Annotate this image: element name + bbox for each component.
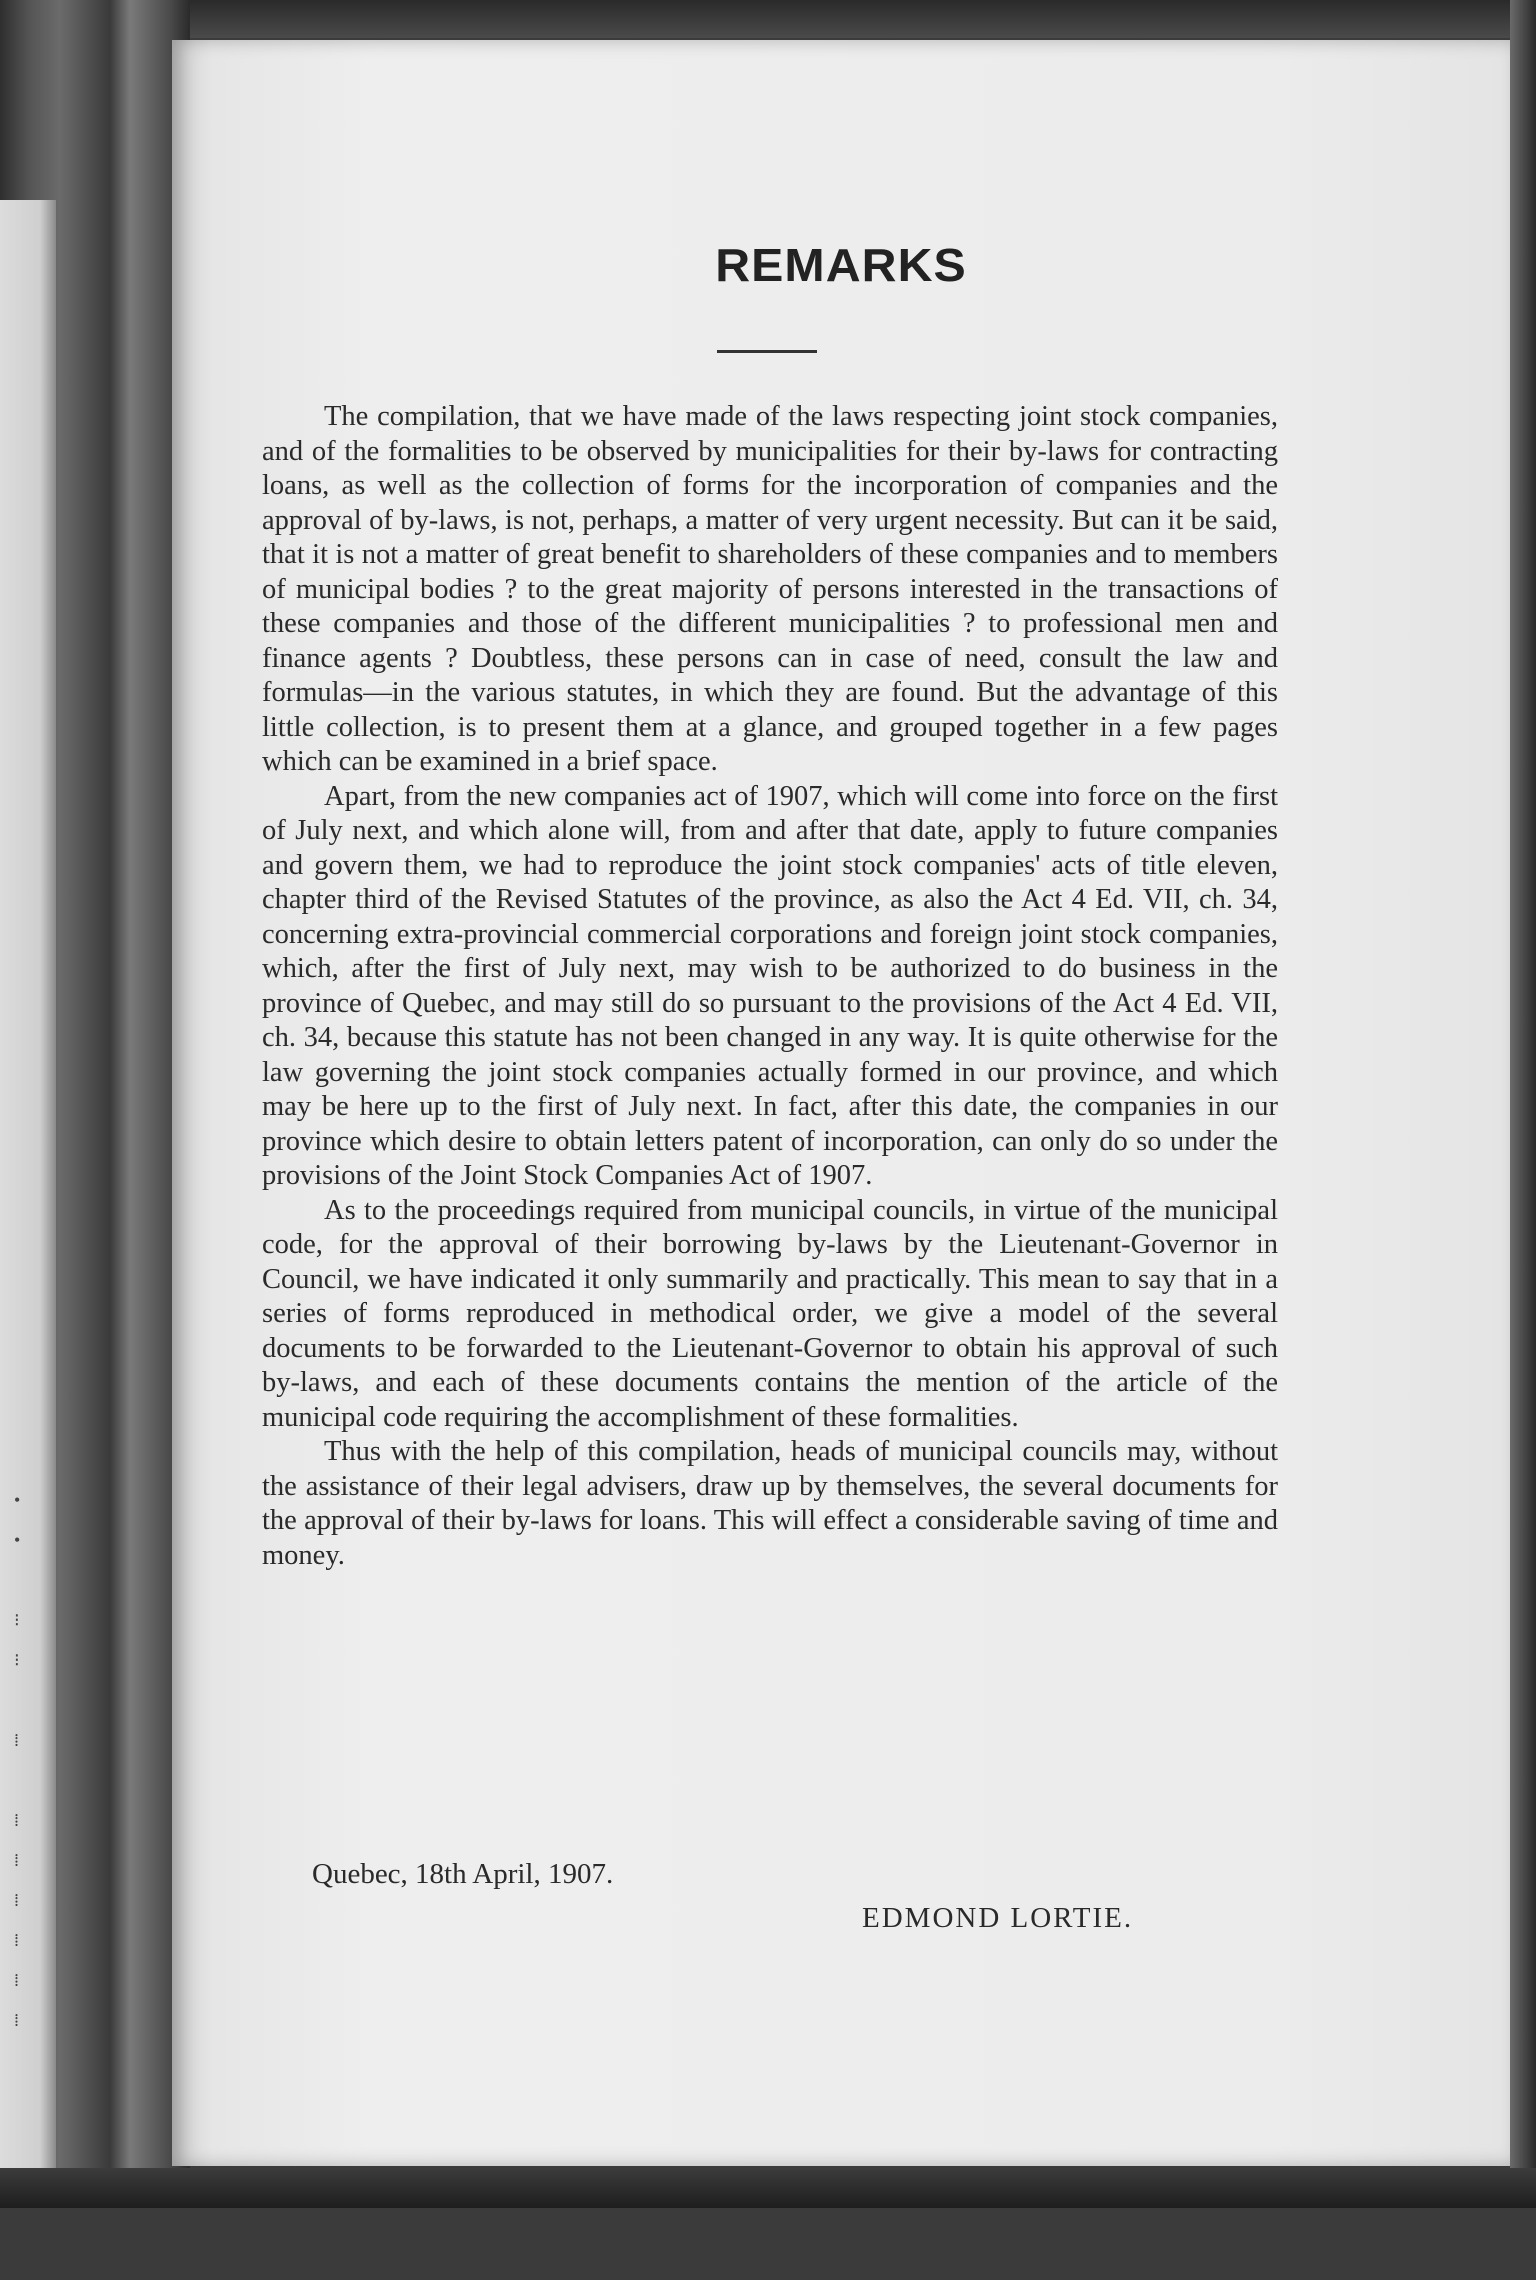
scan-right-edge <box>1510 0 1536 2208</box>
paragraph: The compilation, that we have made of the laws respecting joint stock companies, and of the formalities to be observed by municipalities for their by-laws for contracting loans, as well as the collection of forms for the incorporation of companies and the approval of by-laws, is not, perhaps, a matter of very urgent necessity. But can it be said, that it is not a matter of great benefit to shareholders of these companies and to members of municipal bodies ? to the great majority of persons interested in the transactions of these companies and those of the different municipalities ? to professional men and finance agents ? Doubtless, these persons can in case of need, consult the law and formulas—in the various statutes, in which they are found. But the advantage of this little collection, is to present them at a glance, and grouped together in a few pages which can be examined in a brief space. <box>262 401 1278 777</box>
scan-top-edge <box>0 0 1536 38</box>
title-rule <box>717 350 817 353</box>
remarks-body <box>262 400 1278 1573</box>
paragraph: Thus with the help of this compilation, heads of municipal councils may, without the assistance of their legal advisers, draw up by themselves, the several documents for the approval of their by-laws for loans. This will effect a considerable saving of time and money. <box>262 1436 1278 1571</box>
place-date: Quebec, 18th April, 1907. <box>312 1858 614 1890</box>
paragraph: Apart, from the new companies act of 1907, which will come into force on the first of July next, and which alone will, from and after that date, apply to future companies and govern them, we had to reproduce the joint stock companies' acts of title eleven, chapter third of the Revised Statutes of the province, as also the Act 4 Ed. VII, ch. 34, concerning extra-provincial commercial corporations and foreign joint stock companies, which, after the first of July next, may wish to be authorized to do business in the province of Quebec, and may still do so pursuant to the provisions of the Act 4 Ed. VII, ch. 34, because this statute has not been changed in any way. It is quite otherwise for the law governing the joint stock companies actually formed in our province, and which may be here up to the first of July next. In fact, after this date, the companies in our province which desire to obtain letters patent of incorporation, can only do so under the provisions of the Joint Stock Companies Act of 1907. <box>262 780 1278 1191</box>
previous-page-edge <box>0 200 56 2190</box>
scan-bottom-edge <box>0 2168 1536 2208</box>
document-page <box>172 40 1510 2166</box>
author-signature: EDMOND LORTIE. <box>862 1902 1134 1934</box>
paragraph: As to the proceedings required from municipal councils, in virtue of the municipal code, for the approval of their borrowing by-laws by the Lieutenant-Governor in Council, we have indicated it only summarily and practically. This mean to say that in a series of forms reproduced in methodical order, we give a model of the several documents to be forwarded to the Lieutenant-Governor to obtain his approval of such by-laws, and each of these documents contains the mention of the article of the municipal code requiring the accomplishment of these formalities. <box>262 1194 1278 1433</box>
binding-marks: • • ⁝ ⁝ ⁞ ⁞ ⁞ ⁞ ⁞ ⁞ ⁞ <box>14 1490 21 2030</box>
page-title: REMARKS <box>715 239 967 291</box>
